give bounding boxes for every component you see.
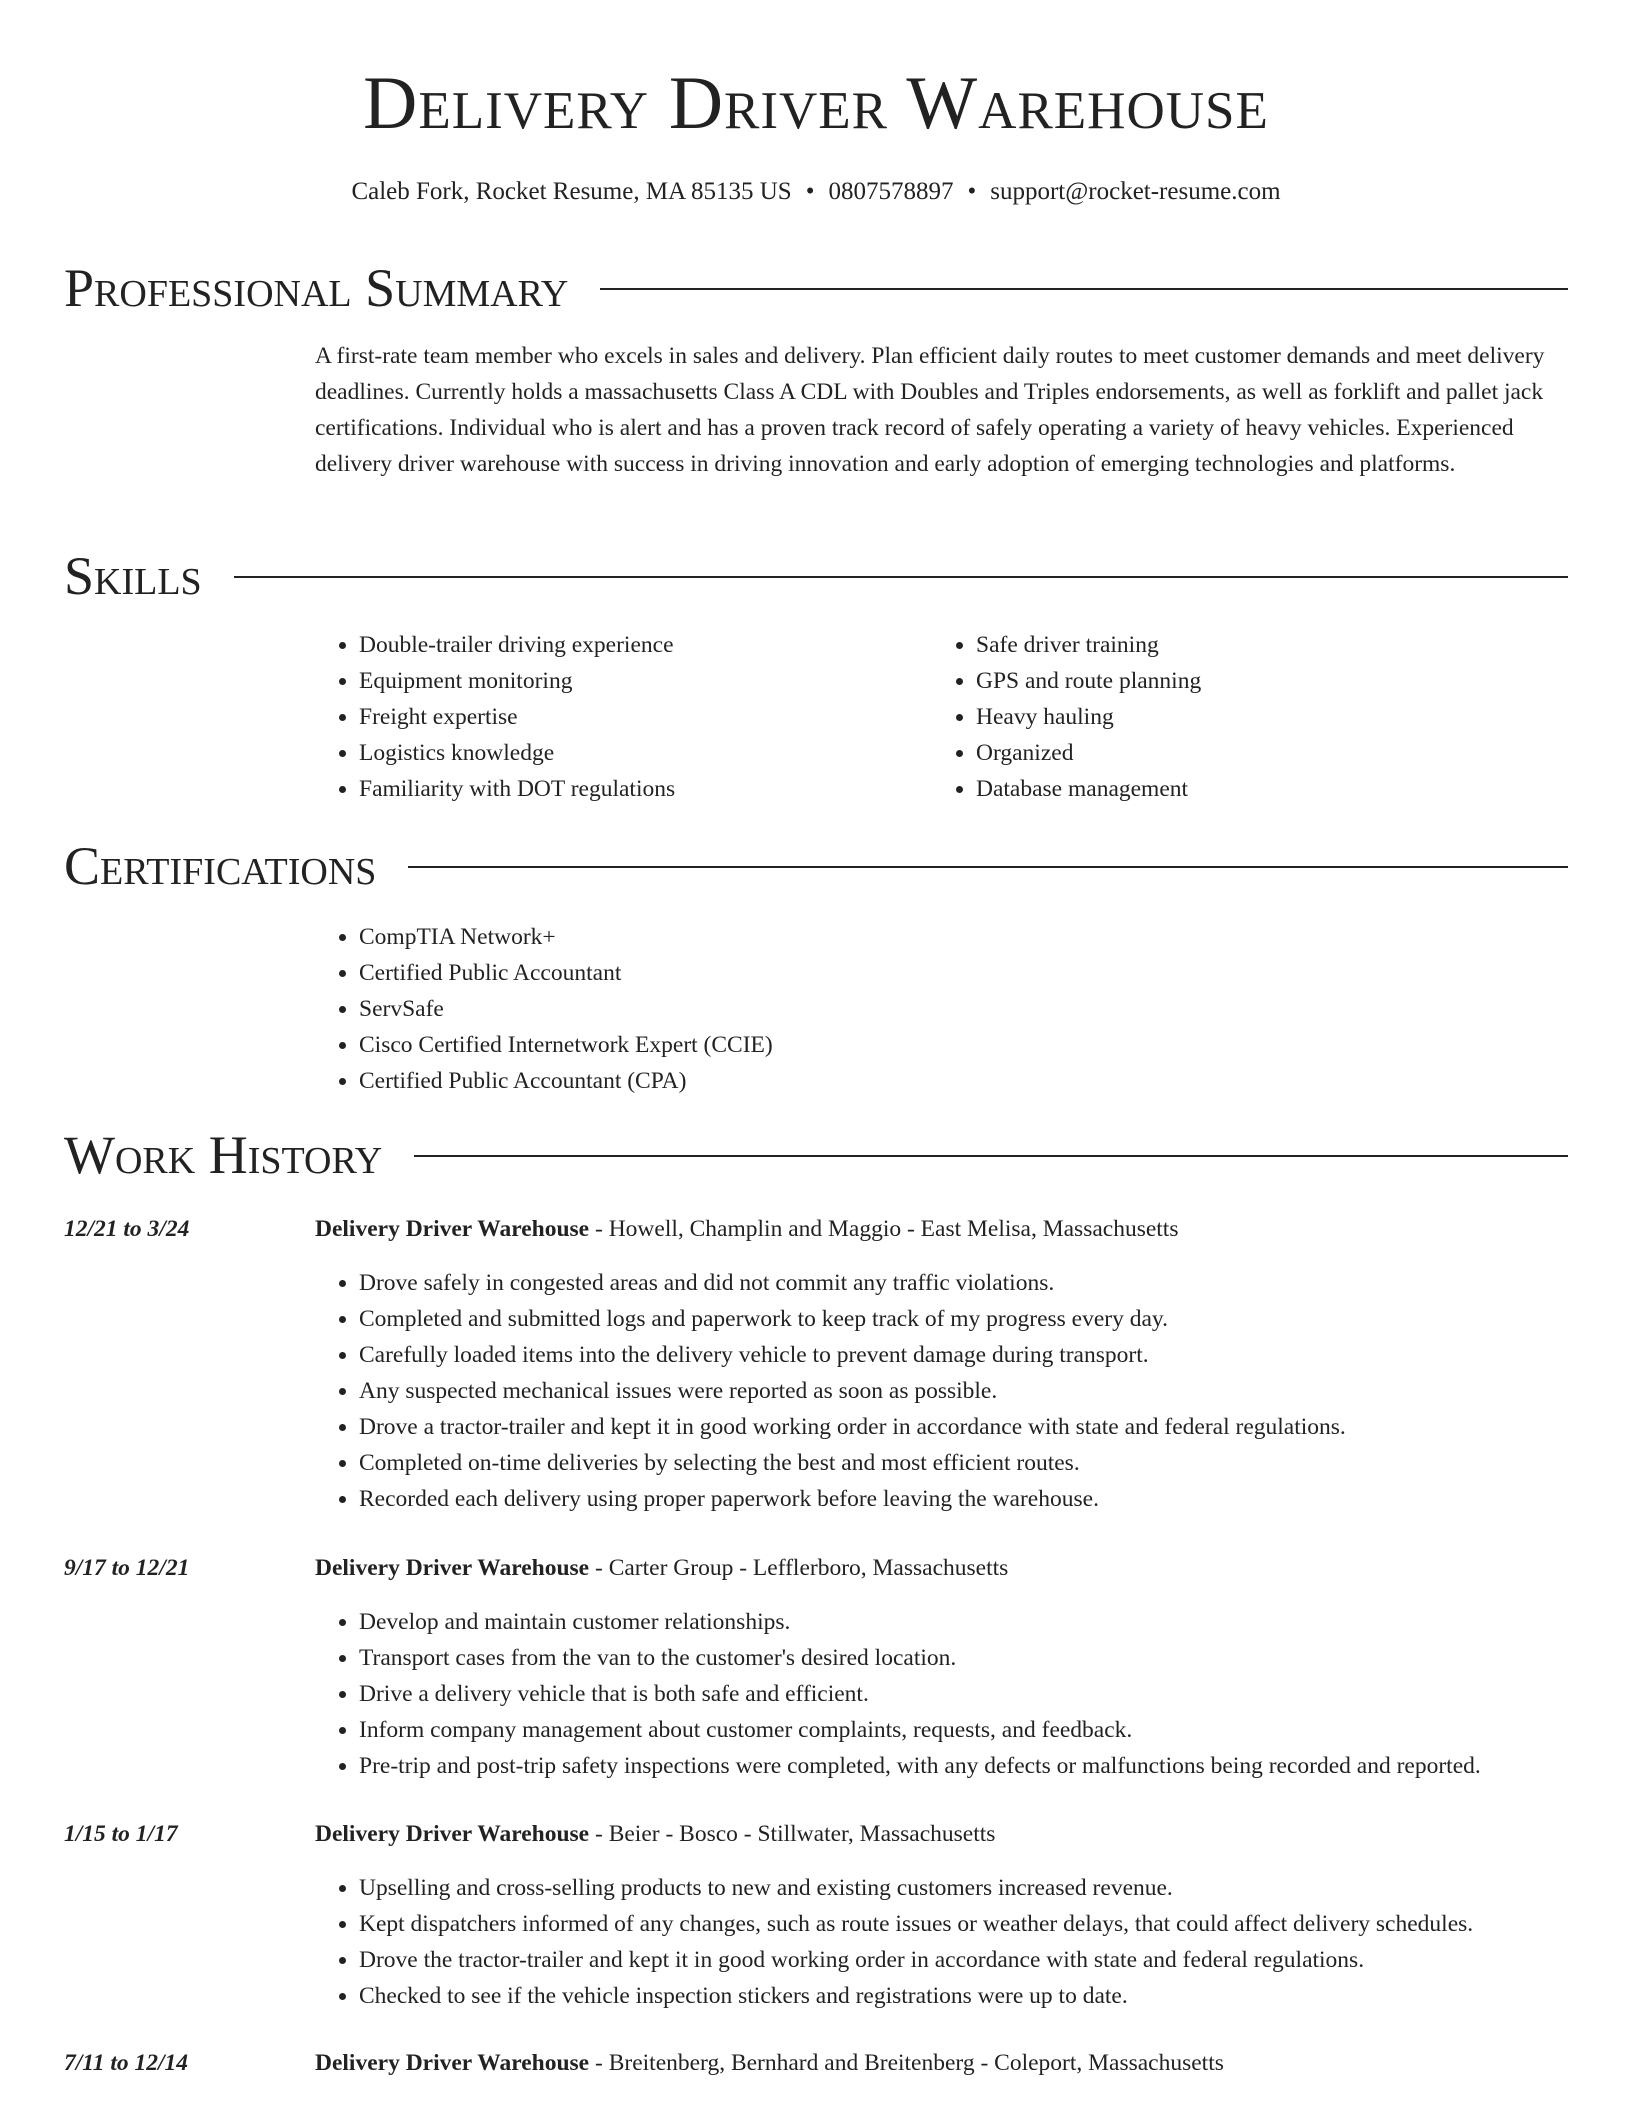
- section-divider: [600, 288, 1568, 290]
- certification-item: • Certified Public Accountant: [359, 955, 1515, 991]
- skill-item: • Familiarity with DOT regulations: [359, 771, 915, 807]
- job-duty-item: • Completed on-time deliveries by selecting the best and most efficient routes.: [359, 1445, 1570, 1481]
- job-heading: [315, 1816, 995, 1852]
- job-title: Delivery Driver Warehouse: [315, 1555, 590, 1581]
- job-duty-item: • Carefully loaded items into the delivery vehicle to prevent damage during transport.: [359, 1337, 1570, 1373]
- skill-item: • Safe driver training: [976, 627, 1532, 663]
- section-title-summary: Professional Summary: [64, 258, 569, 318]
- job-duty-item: • Any suspected mechanical issues were reported as soon as possible.: [359, 1373, 1570, 1409]
- job-title: Delivery Driver Warehouse: [315, 1216, 590, 1242]
- resume-title: Delivery Driver Warehouse: [363, 62, 1269, 145]
- job-duties: [315, 1265, 1570, 1517]
- skill-item: • Equipment monitoring: [359, 663, 915, 699]
- contact-separator: •: [805, 178, 815, 205]
- certifications-section-header: [64, 834, 1568, 898]
- certification-item: • Cisco Certified Internetwork Expert (CCIE): [359, 1027, 1515, 1063]
- certifications-list: [315, 919, 1515, 1099]
- contact-separator: •: [967, 178, 977, 205]
- job-duty-item: • Pre-trip and post-trip safety inspections were completed, with any defects or malfunctions being recorded and reported.: [359, 1748, 1570, 1784]
- job-duty-item: • Completed and submitted logs and paperwork to keep track of my progress every day.: [359, 1301, 1570, 1337]
- job-title: Delivery Driver Warehouse: [315, 1821, 590, 1847]
- job-employer-location: - Carter Group - Lefflerboro, Massachusetts: [589, 1555, 1009, 1581]
- job-duty-item: • Upselling and cross-selling products to new and existing customers increased revenue.: [359, 1870, 1570, 1906]
- section-divider: [414, 1155, 1568, 1157]
- job-title: Delivery Driver Warehouse: [315, 2050, 590, 2076]
- job-duties: [315, 1870, 1570, 2014]
- job-duty-item: • Develop and maintain customer relationships.: [359, 1604, 1570, 1640]
- job-heading: [315, 1550, 1008, 1586]
- section-title-certifications: Certifications: [64, 836, 377, 896]
- job-duty-item: • Drove the tractor-trailer and kept it in good working order in accordance with state and federal regulations.: [359, 1942, 1570, 1978]
- skill-item: • Freight expertise: [359, 699, 915, 735]
- job-employer-location: - Breitenberg, Bernhard and Breitenberg - Coleport, Massachusetts: [589, 2050, 1224, 2076]
- section-title-work-history: Work History: [64, 1125, 383, 1185]
- skill-item: • GPS and route planning: [976, 663, 1532, 699]
- job-duty-item: • Drive a delivery vehicle that is both safe and efficient.: [359, 1676, 1570, 1712]
- job-dates: 7/11 to 12/14: [64, 2050, 189, 2076]
- section-divider: [408, 866, 1568, 868]
- contact-address: Caleb Fork, Rocket Resume, MA 85135 US: [351, 178, 792, 205]
- skills-list-right: [932, 627, 1532, 807]
- contact-phone: 0807578897: [828, 178, 954, 205]
- contact-email: support@rocket-resume.com: [990, 178, 1281, 205]
- job-duty-item: • Drove a tractor-trailer and kept it in good working order in accordance with state and federal regulations.: [359, 1409, 1570, 1445]
- job-duty-item: • Kept dispatchers informed of any changes, such as route issues or weather delays, that could affect delivery schedules.: [359, 1906, 1570, 1942]
- summary-text: A first-rate team member who excels in sales and delivery. Plan efficient daily routes to meet customer demands and meet delivery deadlines. Currently holds a massachusetts Class A CDL with Doubles and Triples endorsements, as well as forklift and pallet jack certifications. Individual who is alert and has a proven track record of safely operating a variety of heavy vehicles. Experienced delivery driver warehouse with success in driving innovation and early adoption of emerging technologies and platforms.: [315, 343, 1545, 477]
- job-duty-item: • Drove safely in congested areas and did not commit any traffic violations.: [359, 1265, 1570, 1301]
- skill-item: • Organized: [976, 735, 1532, 771]
- section-divider: [234, 576, 1568, 578]
- job-duty-item: • Inform company management about customer complaints, requests, and feedback.: [359, 1712, 1570, 1748]
- job-duty-item: • Recorded each delivery using proper paperwork before leaving the warehouse.: [359, 1481, 1570, 1517]
- skill-item: • Database management: [976, 771, 1532, 807]
- job-heading: [315, 2045, 1224, 2081]
- skill-item: • Logistics knowledge: [359, 735, 915, 771]
- job-duties: [315, 1604, 1570, 1784]
- job-dates: 12/21 to 3/24: [64, 1216, 190, 1242]
- certification-item: • ServSafe: [359, 991, 1515, 1027]
- certification-item: • CompTIA Network+: [359, 919, 1515, 955]
- job-employer-location: - Beier - Bosco - Stillwater, Massachusetts: [589, 1821, 996, 1847]
- section-title-skills: Skills: [64, 546, 202, 606]
- work-history-section-header: [64, 1123, 1568, 1187]
- job-employer-location: - Howell, Champlin and Maggio - East Melisa, Massachusetts: [589, 1216, 1179, 1242]
- summary-section-header: [64, 256, 1568, 320]
- skill-item: • Heavy hauling: [976, 699, 1532, 735]
- job-heading: [315, 1211, 1178, 1247]
- skills-section-header: [64, 544, 1568, 608]
- skills-list-left: [315, 627, 915, 807]
- contact-line: [0, 176, 1632, 208]
- certification-item: • Certified Public Accountant (CPA): [359, 1063, 1515, 1099]
- job-dates: 9/17 to 12/21: [64, 1555, 190, 1581]
- skill-item: • Double-trailer driving experience: [359, 627, 915, 663]
- job-duty-item: • Checked to see if the vehicle inspection stickers and registrations were up to date.: [359, 1978, 1570, 2014]
- job-dates: 1/15 to 1/17: [64, 1821, 178, 1847]
- job-duty-item: • Transport cases from the van to the customer's desired location.: [359, 1640, 1570, 1676]
